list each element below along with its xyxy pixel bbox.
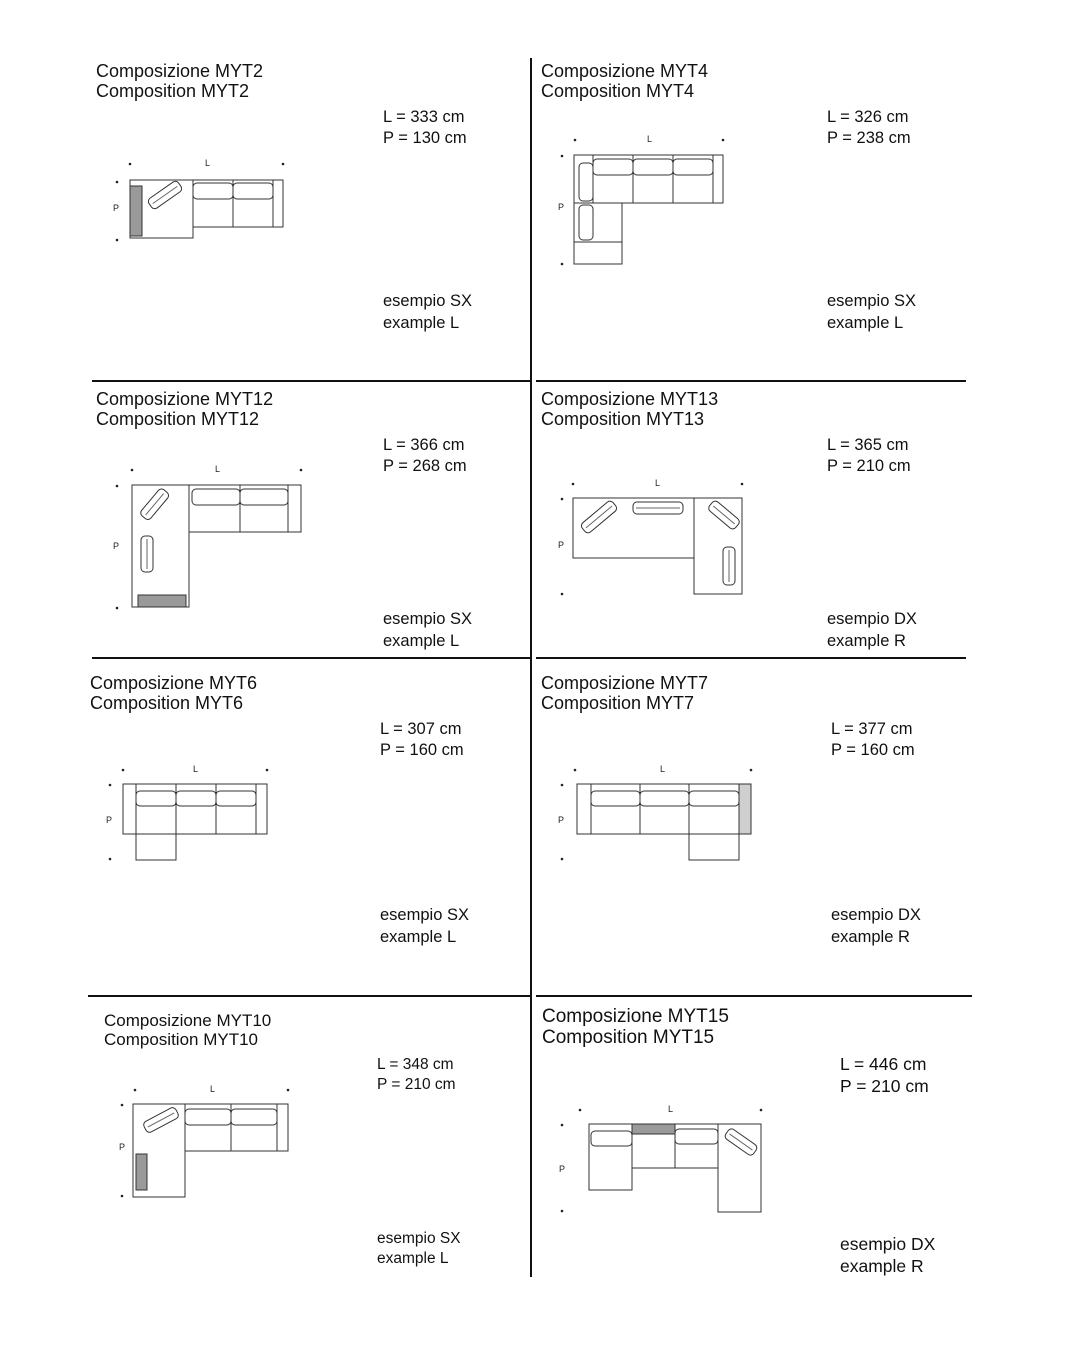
example-italian: esempio SX xyxy=(380,906,469,924)
example-english: example L xyxy=(383,314,460,332)
axis-L-label: L xyxy=(215,464,221,474)
title-english: Composition MYT13 xyxy=(541,409,705,429)
sofa-plan-diagram xyxy=(103,760,283,870)
divider-horizontal-1-right xyxy=(536,380,966,382)
divider-vertical-row3 xyxy=(530,657,532,997)
composition-title xyxy=(104,1011,271,1049)
divider-horizontal-3-left xyxy=(88,995,532,997)
composition-title xyxy=(541,61,708,101)
title-english: Composition MYT2 xyxy=(96,81,250,101)
axis-L-label: L xyxy=(193,764,199,774)
title-italian: Composizione MYT10 xyxy=(104,1011,272,1030)
depth-value: P = 238 cm xyxy=(827,129,911,147)
axis-L-label: L xyxy=(655,478,661,488)
composition-title xyxy=(542,1006,729,1048)
title-italian: Composizione MYT15 xyxy=(542,1006,729,1027)
divider-horizontal-2-left xyxy=(92,657,532,659)
axis-P-label: P xyxy=(106,815,113,825)
sofa-plan-diagram xyxy=(555,760,765,870)
divider-horizontal-2-right xyxy=(536,657,966,659)
title-english: Composition MYT12 xyxy=(96,409,260,429)
sofa-plan-diagram xyxy=(555,475,755,605)
length-value: L = 446 cm xyxy=(840,1054,927,1074)
example-italian: esempio DX xyxy=(831,906,921,924)
example-english: example R xyxy=(827,632,906,650)
axis-P-label: P xyxy=(119,1142,126,1152)
axis-L-label: L xyxy=(205,158,211,168)
axis-L-label: L xyxy=(210,1084,216,1094)
length-value: L = 326 cm xyxy=(827,108,909,126)
divider-horizontal-1-left xyxy=(92,380,532,382)
title-english: Composition MYT7 xyxy=(541,693,695,713)
example-italian: esempio DX xyxy=(840,1234,936,1254)
example-english: example R xyxy=(831,928,910,946)
depth-value: P = 130 cm xyxy=(383,129,467,147)
title-italian: Composizione MYT4 xyxy=(541,61,709,81)
example-label xyxy=(383,290,472,334)
example-italian: esempio SX xyxy=(383,610,472,628)
composition-title xyxy=(96,61,263,101)
depth-value: P = 210 cm xyxy=(840,1076,929,1096)
title-english: Composition MYT4 xyxy=(541,81,695,101)
example-english: example L xyxy=(383,632,460,650)
dimensions xyxy=(840,1053,929,1097)
dimensions xyxy=(380,719,464,761)
divider-vertical-row2 xyxy=(530,380,532,660)
example-italian: esempio SX xyxy=(383,292,472,310)
title-italian: Composizione MYT2 xyxy=(96,61,264,81)
example-english: example L xyxy=(377,1250,449,1267)
composition-title xyxy=(90,673,257,713)
title-english: Composition MYT10 xyxy=(104,1030,259,1049)
divider-vertical-row1 xyxy=(530,58,532,381)
length-value: L = 333 cm xyxy=(383,108,465,126)
depth-value: P = 210 cm xyxy=(827,457,911,475)
title-italian: Composizione MYT12 xyxy=(96,389,274,409)
depth-value: P = 268 cm xyxy=(383,457,467,475)
example-label xyxy=(840,1233,935,1277)
title-english: Composition MYT15 xyxy=(542,1027,715,1048)
dimensions xyxy=(831,719,915,761)
example-label xyxy=(380,904,469,948)
axis-P-label: P xyxy=(113,541,120,551)
example-english: example L xyxy=(827,314,904,332)
example-english: example R xyxy=(840,1256,924,1276)
depth-value: P = 160 cm xyxy=(831,741,915,759)
composition-title xyxy=(541,673,708,713)
example-italian: esempio SX xyxy=(377,1230,461,1247)
depth-value: P = 160 cm xyxy=(380,741,464,759)
example-label xyxy=(383,608,472,652)
dimensions xyxy=(377,1055,456,1095)
title-italian: Composizione MYT13 xyxy=(541,389,719,409)
length-value: L = 365 cm xyxy=(827,436,909,454)
composition-title xyxy=(96,389,273,429)
dimensions xyxy=(827,435,911,477)
sofa-plan-diagram xyxy=(555,1100,775,1220)
depth-value: P = 210 cm xyxy=(377,1076,456,1093)
axis-P-label: P xyxy=(113,203,120,213)
axis-L-label: L xyxy=(647,134,653,144)
axis-L-label: L xyxy=(668,1104,674,1114)
axis-P-label: P xyxy=(558,540,565,550)
example-italian: esempio SX xyxy=(827,292,916,310)
example-label xyxy=(827,608,917,652)
sofa-plan-diagram xyxy=(555,130,735,270)
sofa-plan-diagram xyxy=(110,460,310,615)
length-value: L = 348 cm xyxy=(377,1056,454,1073)
example-label xyxy=(377,1229,461,1269)
axis-P-label: P xyxy=(559,1164,566,1174)
title-italian: Composizione MYT6 xyxy=(90,673,258,693)
length-value: L = 307 cm xyxy=(380,720,462,738)
sofa-plan-diagram xyxy=(115,1080,300,1205)
axis-P-label: P xyxy=(558,202,565,212)
example-english: example L xyxy=(380,928,457,946)
length-value: L = 377 cm xyxy=(831,720,913,738)
example-italian: esempio DX xyxy=(827,610,917,628)
dimensions xyxy=(383,435,467,477)
composition-title xyxy=(541,389,718,429)
title-english: Composition MYT6 xyxy=(90,693,244,713)
example-label xyxy=(831,904,921,948)
length-value: L = 366 cm xyxy=(383,436,465,454)
axis-P-label: P xyxy=(558,815,565,825)
dimensions xyxy=(383,107,467,149)
title-italian: Composizione MYT7 xyxy=(541,673,709,693)
sofa-plan-diagram xyxy=(110,155,300,250)
dimensions xyxy=(827,107,911,149)
axis-L-label: L xyxy=(660,764,666,774)
divider-vertical-row4 xyxy=(530,995,532,1277)
example-label xyxy=(827,290,916,334)
divider-horizontal-3-right xyxy=(536,995,972,997)
